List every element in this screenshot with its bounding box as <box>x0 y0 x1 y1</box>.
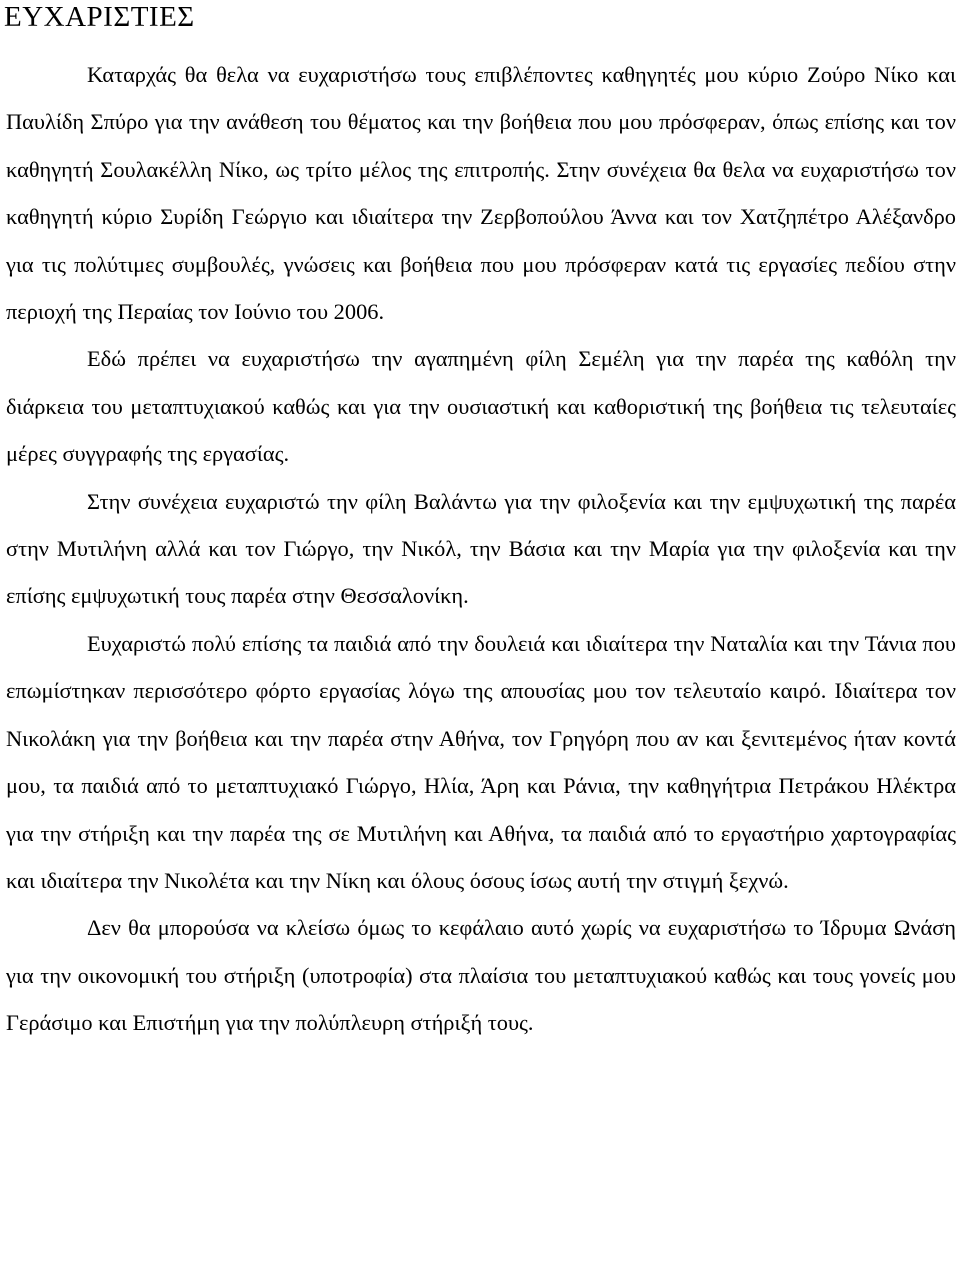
acknowledgements-body <box>6 51 956 1047</box>
paragraph-3: Στην συνέχεια ευχαριστώ την φίλη Βαλάντω για την φιλοξενία και την εμψυχωτική της παρέα στην Μυτιλήνη αλλά και τον Γιώργο, την Νικόλ, την Βάσια και την Μαρία για την φιλοξενία και την επίσης εμψυχωτική τους παρέα στην Θεσσαλονίκη. <box>6 488 956 609</box>
page-title: ΕΥΧΑΡΙΣΤΙΕΣ <box>4 1 195 33</box>
paragraph-2: Εδώ πρέπει να ευχαριστήσω την αγαπημένη φίλη Σεμέλη για την παρέα της καθόλη την διάρκεια του μεταπτυχιακού καθώς και για την ουσιαστική και καθοριστική της βοήθεια τις τελευταίες μέρες συγγραφής της εργασίας. <box>6 346 956 467</box>
paragraph-4: Ευχαριστώ πολύ επίσης τα παιδιά από την δουλειά και ιδιαίτερα την Ναταλία και την Τάνια που επωμίστηκαν περισσότερο φόρτο εργασίας λόγω της απουσίας μου τον τελευταίο καιρό. Ιδιαίτερα τον Νικολάκη για την βοήθεια και την παρέα στην Αθήνα, τον Γρηγόρη που αν και ξενιτεμένος ήταν κοντά μου, τα παιδιά από το μεταπτυχιακό Γιώργο, Ηλία, Άρη και Ράνια, την καθηγήτρια Πετράκου Ηλέκτρα για την στήριξη και την παρέα της σε Μυτιλήνη και Αθήνα, τα παιδιά από το εργαστήριο χαρτογραφίας και ιδιαίτερα την Νικολέτα και την Νίκη και όλους όσους ίσως αυτή την στιγμή ξεχνώ. <box>6 630 956 893</box>
paragraph-5: Δεν θα μπορούσα να κλείσω όμως το κεφάλαιο αυτό χωρίς να ευχαριστήσω το Ίδρυμα Ωνάση για την οικονομική του στήριξη (υποτροφία) στα πλαίσια του μεταπτυχιακού καθώς και τους γονείς μου Γεράσιμο και Επιστήμη για την πολύπλευρη στήριξή τους. <box>6 915 956 1036</box>
paragraph-1: Καταρχάς θα θελα να ευχαριστήσω τους επιβλέποντες καθηγητές μου κύριο Ζούρο Νίκο και Παυλίδη Σπύρο για την ανάθεση του θέματος και την βοήθεια που μου πρόσφεραν, όπως επίσης και τον καθηγητή Σουλακέλλη Νίκο, ως τρίτο μέλος της επιτροπής. Στην συνέχεια θα θελα να ευχαριστήσω τον καθηγητή κύριο Συρίδη Γεώργιο και ιδιαίτερα την Ζερβοπούλου Άννα και τον Χατζηπέτρο Αλέξανδρο για τις πολύτιμες συμβουλές, γνώσεις και βοήθεια που μου πρόσφεραν κατά τις εργασίες πεδίου στην περιοχή της Περαίας τον Ιούνιο του 2006. <box>6 62 956 325</box>
